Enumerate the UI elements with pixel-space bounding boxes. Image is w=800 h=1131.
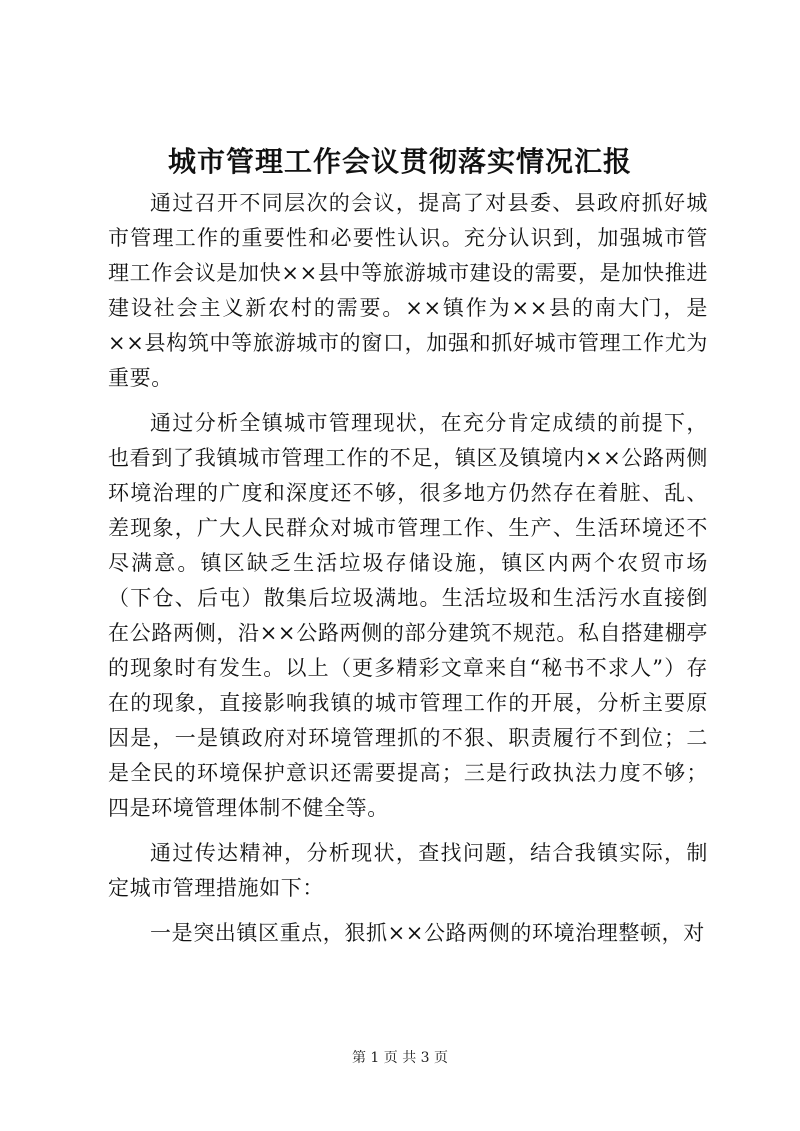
paragraph-4: 一是突出镇区重点，狠抓××公路两侧的环境治理整顿，对	[150, 921, 705, 945]
paragraph-1: 通过召开不同层次的会议，提高了对县委、县政府抓好城市管理工作的重要性和必要性认识。充分认识到，加强城市管理工作会议是加快××县中等旅游城市建设的需要，是加快推进建设社会主义新农村的需要。××镇作为××县的南大门，是××县构筑中等旅游城市的窗口，加强和抓好城市管理工作尤为重要。	[108, 191, 708, 390]
document-body	[108, 186, 708, 951]
paragraph-2: 通过分析全镇城市管理现状，在充分肯定成绩的前提下，也看到了我镇城市管理工作的不足，镇区及镇境内××公路两侧环境治理的广度和深度还不够，很多地方仍然存在着脏、乱、差现象，广大人民群众对城市管理工作、生产、生活环境还不尽满意。镇区缺乏生活垃圾存储设施，镇区内两个农贸市场（下仓、后屯）散集后垃圾满地。生活垃圾和生活污水直接倒在公路两侧，沿××公路两侧的部分建筑不规范。私自搭建棚亭的现象时有发生。以上（更多精彩文章来自“秘书不求人”）存在的现象，直接影响我镇的城市管理工作的开展，分析主要原因是，一是镇政府对环境管理抓的不狠、职责履行不到位；二是全民的环境保护意识还需要提高；三是行政执法力度不够；四是环境管理体制不健全等。	[108, 411, 708, 820]
paragraph-3: 通过传达精神，分析现状，查找问题，结合我镇实际，制定城市管理措施如下：	[108, 841, 708, 900]
page-number-footer: 第 1 页 共 3 页	[351, 1050, 449, 1066]
document-title: 城市管理工作会议贯彻落实情况汇报	[167, 145, 632, 178]
